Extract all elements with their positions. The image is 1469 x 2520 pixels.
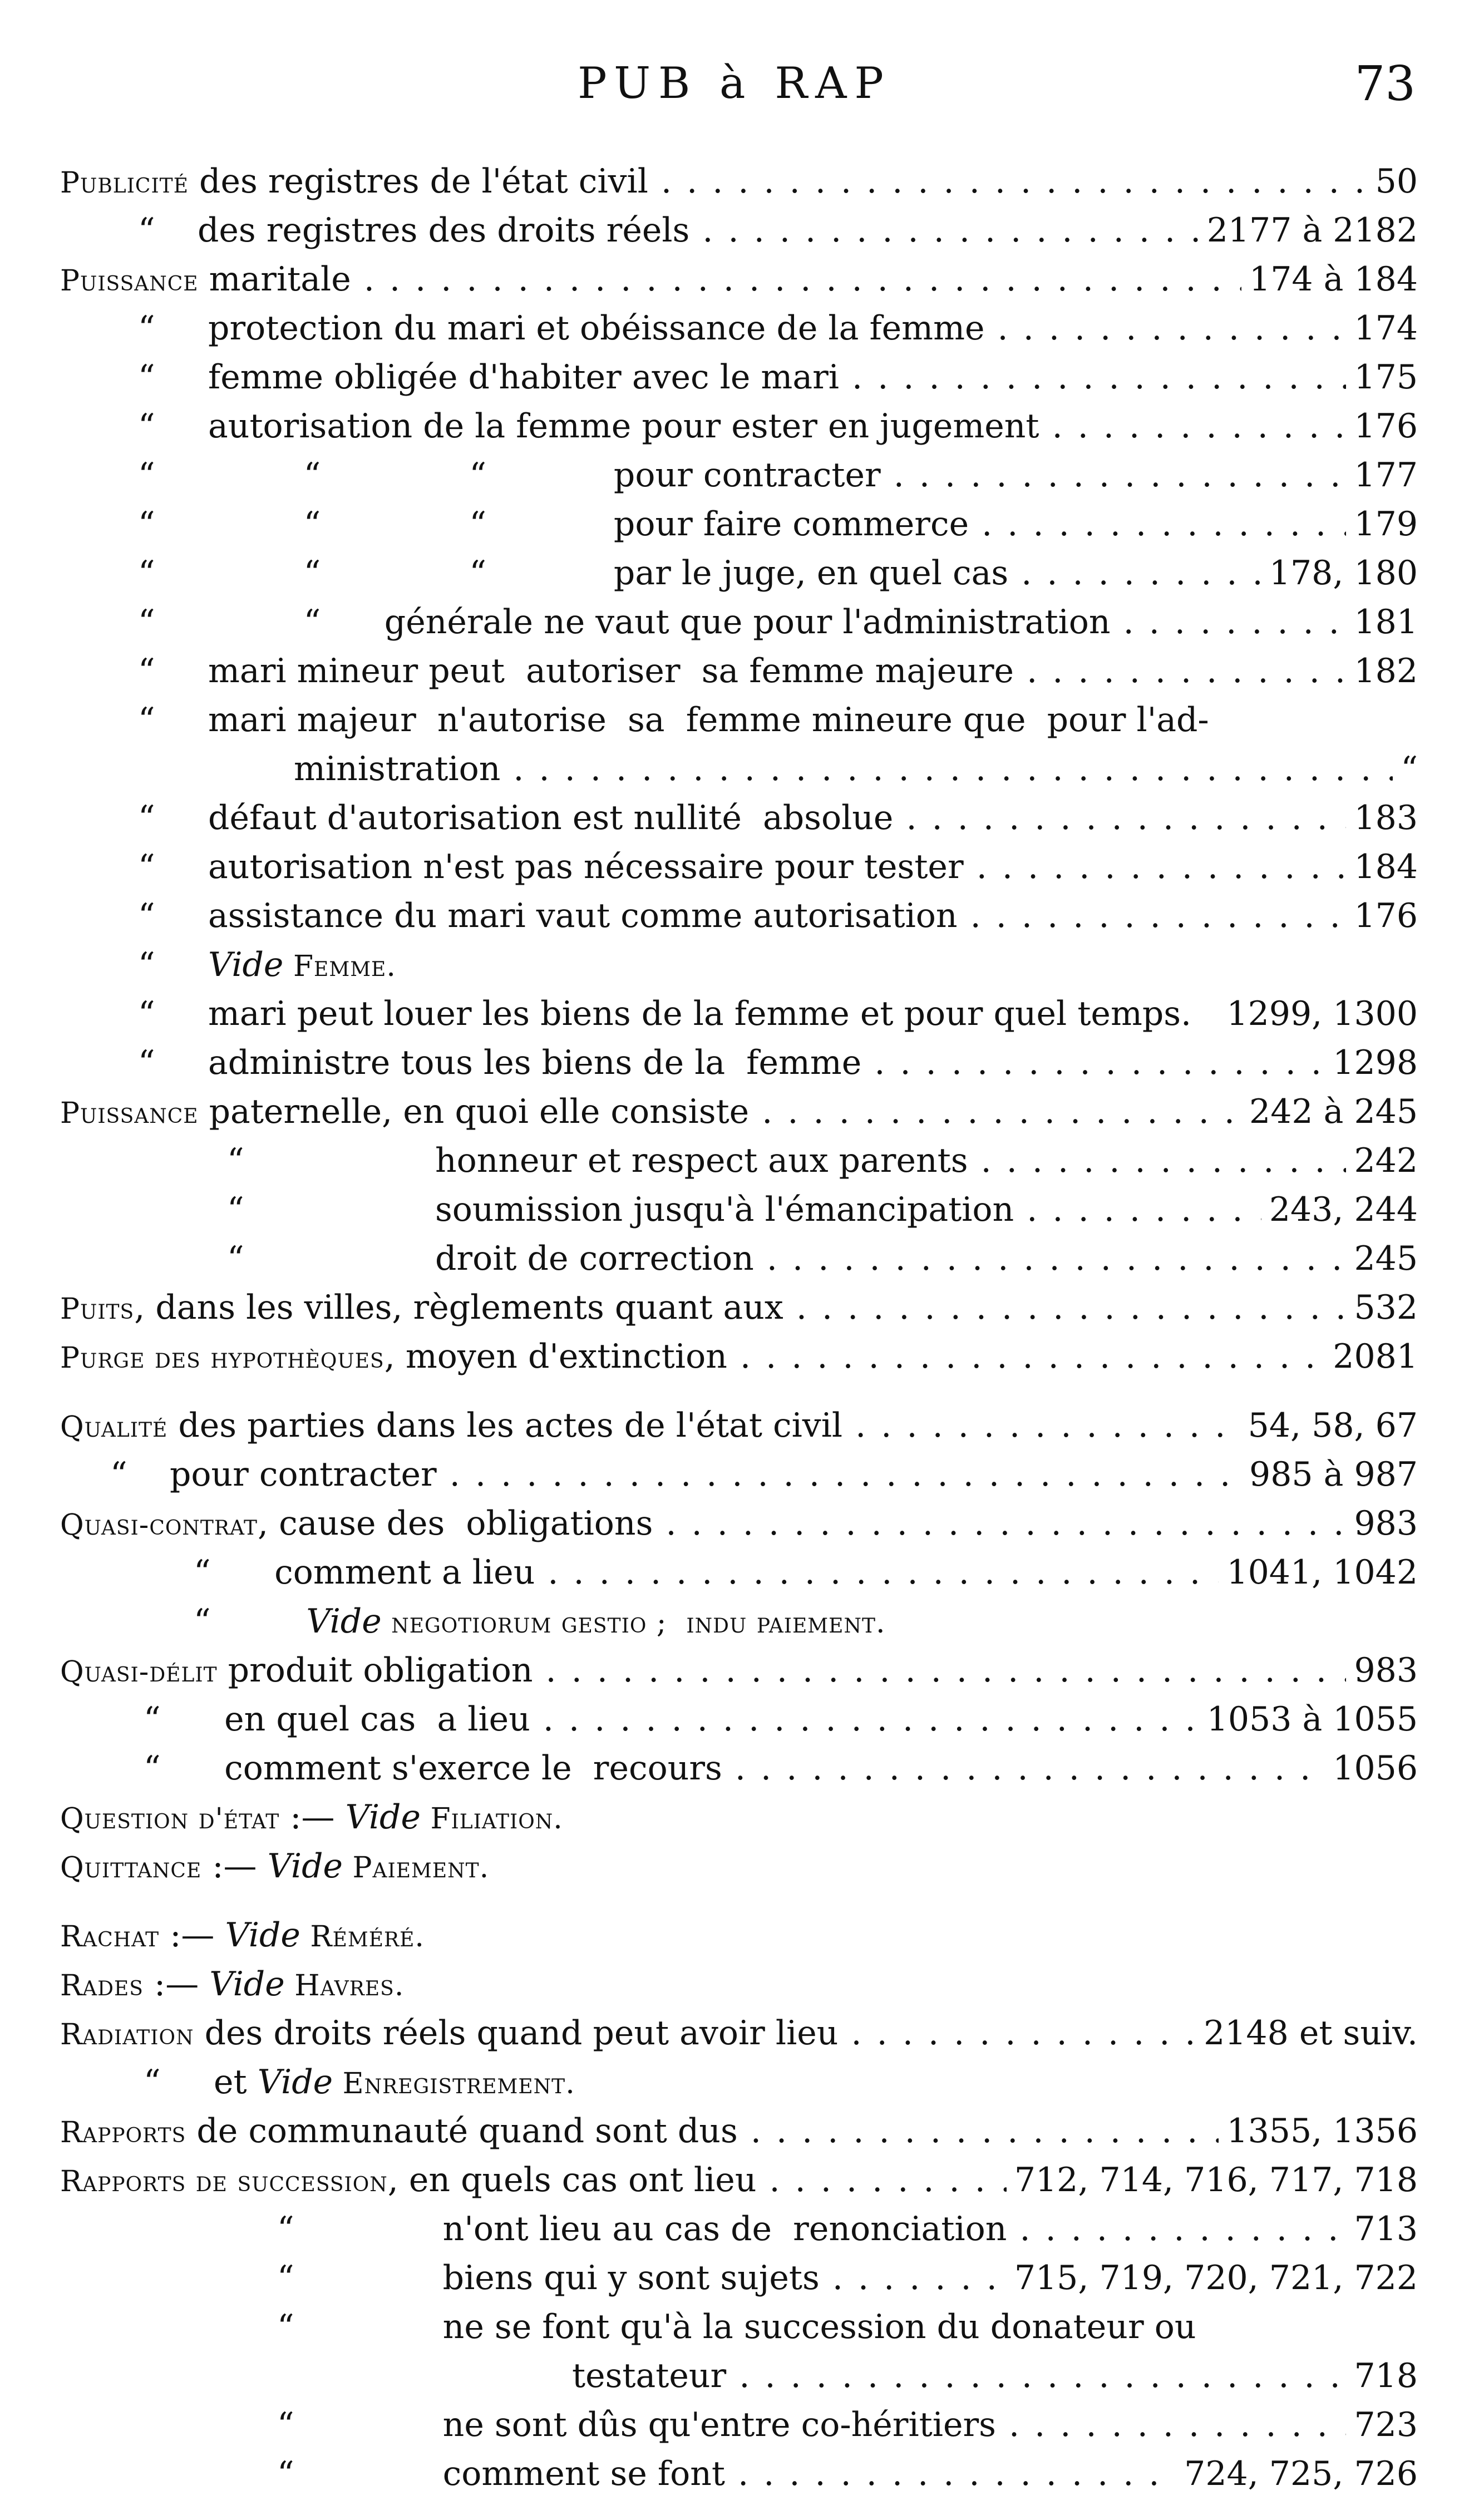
index-entry [60, 1695, 1418, 1744]
page-reference: 1053 à 1055 [1199, 1695, 1418, 1744]
entry-heading: Quittance [60, 1851, 202, 1885]
page-reference: 2177 à 2182 [1199, 206, 1418, 255]
vide-reference: Vide [208, 945, 284, 984]
index-entry [60, 206, 1418, 255]
index-entry [60, 402, 1418, 451]
index-entry [60, 1646, 1418, 1695]
index-entry [60, 2107, 1418, 2156]
vide-reference: Vide [267, 1847, 343, 1886]
index-entry [60, 500, 1418, 549]
entry-heading: Puits [60, 1293, 135, 1326]
page-reference: 712, 714, 716, 717, 718 [1007, 2156, 1418, 2205]
vide-reference: Vide [209, 1965, 285, 2004]
entry-text: “ mari peut louer les biens de la femme et pour quel temps. [138, 994, 1192, 1033]
page-reference: 174 à 184 [1241, 255, 1418, 304]
entry-text: de communauté quand sont dus [186, 2112, 738, 2151]
entry-heading: Question d'état [60, 1802, 280, 1836]
entry-text: “ des registres des droits réels [138, 211, 690, 250]
vide-reference: Vide [225, 1916, 300, 1955]
index-entry [60, 157, 1418, 206]
entry-text: “ assistance du mari vaut comme autorisation [138, 896, 958, 935]
entry-text: “ comment a lieu [194, 1553, 535, 1592]
page-reference: 54, 58, 67 [1240, 1401, 1418, 1450]
index-entry [60, 940, 1418, 989]
index-entry [60, 793, 1418, 842]
page-reference: “ [1393, 744, 1418, 793]
section-gap [60, 1381, 1418, 1401]
page-reference: 1299, 1300 [1219, 989, 1418, 1038]
index-entry [60, 2449, 1418, 2498]
index-entry [60, 1842, 1418, 1891]
index-entry [60, 353, 1418, 402]
entry-text: “ défaut d'autorisation est nullité absolue [138, 798, 894, 837]
page-reference: 983 [1346, 1646, 1418, 1695]
index-entry [60, 2351, 1418, 2400]
entry-text: , moyen d'extinction [384, 1337, 727, 1376]
entry-text: “ mari majeur n'autorise sa femme mineure que pour l'ad- [138, 701, 1209, 739]
entry-heading: Puissance [60, 1097, 199, 1130]
index-entry [60, 2302, 1418, 2351]
page-reference: 242 à 245 [1241, 1087, 1418, 1136]
page-reference: 183 [1346, 793, 1418, 842]
entry-heading: Rades [60, 1969, 144, 2003]
entry-heading: Rapports [60, 2116, 186, 2149]
index-entry [60, 842, 1418, 891]
entry-text: ministration [294, 749, 501, 788]
page-number: 73 [1354, 56, 1416, 112]
entry-text: “ “ “ par le juge, en quel cas [138, 554, 1009, 593]
index-entry [60, 989, 1418, 1038]
vide-reference: Vide [257, 2063, 333, 2102]
page-reference: 177 [1346, 451, 1418, 500]
entry-text: produit obligation [217, 1651, 533, 1690]
index-entry [60, 1283, 1418, 1332]
entry-text: “ en quel cas a lieu [144, 1700, 530, 1739]
entry-text: “ mari mineur peut autoriser sa femme majeure [138, 652, 1014, 691]
entry-text: “ “ “ pour faire commerce [138, 505, 969, 544]
entry-text: “ protection du mari et obéissance de la femme [138, 309, 985, 348]
entry-text: :— [279, 1798, 346, 1837]
page-reference: 174 [1346, 304, 1418, 353]
entry-heading: Rapports de succession [60, 2165, 388, 2198]
cross-reference: Réméré. [300, 1920, 425, 1954]
page-reference: 184 [1346, 842, 1418, 891]
index-entry [60, 891, 1418, 940]
entry-text: , en quels cas ont lieu [387, 2161, 757, 2200]
index-entry [60, 696, 1418, 744]
index-entry [60, 1136, 1418, 1185]
index-entry [60, 2400, 1418, 2449]
entry-text: :— [201, 1847, 268, 1886]
page-reference: 242 [1346, 1136, 1418, 1185]
page-reference: 182 [1346, 647, 1418, 696]
page-reference: 1056 [1325, 1744, 1418, 1793]
entry-text: “ autorisation n'est pas nécessaire pour tester [138, 847, 964, 886]
index-entry [60, 2009, 1418, 2058]
entry-text: “ biens qui y sont sujets [277, 2258, 820, 2297]
entry-heading: Puissance [60, 264, 199, 298]
index-entry [60, 647, 1418, 696]
vide-reference: Vide [345, 1798, 421, 1837]
page-reference: 1298 [1325, 1038, 1418, 1087]
index-entry [60, 451, 1418, 500]
index-entry [60, 1332, 1418, 1381]
entry-text: :— [143, 1965, 210, 2004]
page-reference: 1041, 1042 [1219, 1548, 1418, 1597]
entry-text: “ pour contracter [110, 1455, 437, 1494]
entry-text: , dans les villes, règlements quant aux [134, 1288, 783, 1327]
index-body [60, 157, 1418, 2498]
entry-text: “ ne sont dûs qu'entre co-héritiers [277, 2405, 996, 2444]
index-entry [60, 1499, 1418, 1548]
entry-heading: Publicité [60, 166, 189, 200]
index-entry [60, 1793, 1418, 1842]
index-entry [60, 255, 1418, 304]
entry-text: “ honneur et respect aux parents [227, 1141, 968, 1180]
section-gap [60, 1891, 1418, 1911]
page-reference: 723 [1346, 2400, 1418, 2449]
index-entry [60, 1911, 1418, 1960]
entry-heading: Qualité [60, 1411, 168, 1444]
page-reference: 2081 [1325, 1332, 1418, 1381]
entry-text: “ comment s'exerce le recours [144, 1749, 722, 1788]
page-reference: 243, 244 [1261, 1185, 1418, 1234]
cross-reference: Havres. [284, 1969, 405, 2003]
page-reference: 179 [1346, 500, 1418, 549]
entry-text: des registres de l'état civil [188, 162, 648, 201]
entry-text: “ femme obligée d'habiter avec le mari [138, 358, 839, 397]
entry-heading: Quasi-délit [60, 1655, 218, 1689]
entry-text: “ et [144, 2063, 258, 2102]
page-reference: 178, 180 [1261, 549, 1418, 598]
vide-reference: Vide [306, 1602, 382, 1641]
entry-text: “ administre tous les biens de la femme [138, 1043, 862, 1082]
entry-text: , cause des obligations [258, 1504, 653, 1543]
index-entry [60, 1234, 1418, 1283]
entry-text: maritale [198, 260, 351, 299]
entry-text: des parties dans les actes de l'état civil [167, 1406, 843, 1445]
entry-text: “ [138, 945, 209, 984]
index-entry [60, 1401, 1418, 1450]
page-reference: 176 [1346, 402, 1418, 451]
page-reference: 532 [1346, 1283, 1418, 1332]
index-entry [60, 744, 1418, 793]
index-entry [60, 598, 1418, 647]
entry-text: “ n'ont lieu au cas de renonciation [277, 2210, 1007, 2248]
cross-reference: Paiement. [343, 1851, 490, 1885]
cross-reference: Enregistrement. [333, 2067, 575, 2100]
page-reference: 983 [1346, 1499, 1418, 1548]
entry-text: testateur [572, 2356, 727, 2395]
entry-text: “ comment se font [277, 2454, 725, 2493]
entry-text: “ “ “ pour contracter [138, 456, 881, 495]
page-reference: 2148 et suiv. [1196, 2009, 1418, 2058]
entry-text: “ autorisation de la femme pour ester en jugement [138, 407, 1039, 446]
entry-text: “ ne se font qu'à la succession du donateur ou [277, 2307, 1196, 2346]
page-reference: 245 [1346, 1234, 1418, 1283]
index-entry [60, 1744, 1418, 1793]
page-reference: 718 [1346, 2351, 1418, 2400]
page-reference: 50 [1368, 157, 1418, 206]
index-entry [60, 1087, 1418, 1136]
entry-heading: Purge des hypothèques [60, 1342, 384, 1375]
page-reference: 176 [1346, 891, 1418, 940]
entry-text: des droits réels quand peut avoir lieu [194, 2014, 839, 2053]
entry-text: “ “ générale ne vaut que pour l'administration [138, 603, 1111, 642]
running-title: PUB à RAP [578, 58, 891, 109]
index-entry [60, 1597, 1418, 1646]
cross-reference: Femme. [283, 950, 396, 983]
index-entry [60, 549, 1418, 598]
index-entry [60, 1960, 1418, 2009]
index-entry [60, 2058, 1418, 2107]
page-reference: 985 à 987 [1241, 1450, 1418, 1499]
index-entry [60, 2205, 1418, 2253]
index-entry [60, 1450, 1418, 1499]
page-reference: 724, 725, 726 [1176, 2449, 1418, 2498]
page-reference: 181 [1346, 598, 1418, 647]
index-entry [60, 2253, 1418, 2302]
page-reference: 175 [1346, 353, 1418, 402]
page-reference: 715, 719, 720, 721, 722 [1007, 2253, 1418, 2302]
entry-text: “ [194, 1602, 307, 1641]
entry-heading: Rachat [60, 1920, 160, 1954]
index-entry [60, 2156, 1418, 2205]
entry-text: “ soumission jusqu'à l'émancipation [227, 1190, 1014, 1229]
index-entry [60, 304, 1418, 353]
index-entry [60, 1185, 1418, 1234]
page-reference: 713 [1346, 2205, 1418, 2253]
cross-reference: negotiorum gestio ; indu paiement. [381, 1606, 886, 1640]
cross-reference: Filiation. [420, 1802, 563, 1836]
entry-heading: Quasi-contrat [60, 1508, 258, 1542]
entry-text: “ droit de correction [227, 1239, 754, 1278]
entry-heading: Radiation [60, 2018, 194, 2051]
page-reference: 1355, 1356 [1219, 2107, 1418, 2156]
entry-text: paternelle, en quoi elle consiste [198, 1092, 750, 1131]
index-entry [60, 1038, 1418, 1087]
entry-text: :— [159, 1916, 225, 1955]
index-entry [60, 1548, 1418, 1597]
page-header [0, 53, 1469, 114]
